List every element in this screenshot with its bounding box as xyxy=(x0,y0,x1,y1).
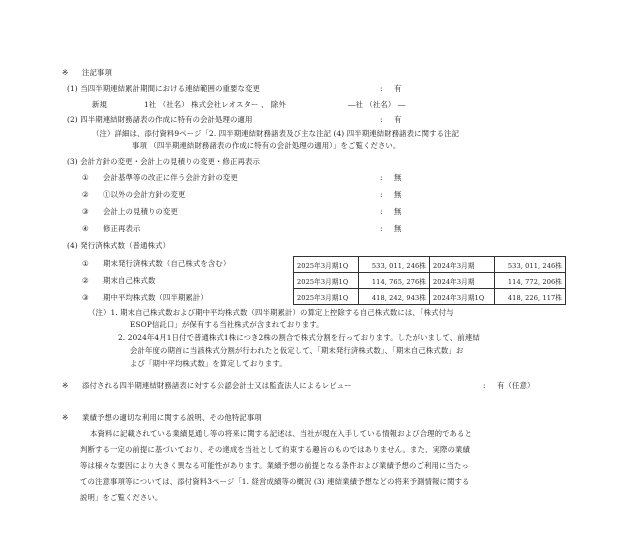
s3-item-value: 無 xyxy=(394,173,402,182)
s3-item-label: ①以外の会計方針の変更 xyxy=(103,190,186,199)
period-cell: 2025年3月期1Q xyxy=(294,257,359,273)
forecast-line: 判断する一定の前提に基づいており、その達成を当社として約束する趣旨のものではありません。また、実際の業績 xyxy=(80,445,470,454)
s1-label: (1) 当四半期連結累計期間における連結範囲の重要な変更 xyxy=(67,84,260,93)
table-row xyxy=(294,273,566,289)
s3-item-num: ③ xyxy=(82,207,89,216)
s4-row-num: ② xyxy=(82,276,89,285)
forecast-line: ての注意事項等については、添付資料3ページ「1. 経営成績等の概況 (3) 連結業績予想などの将来予測情報に関する xyxy=(80,477,470,486)
forecast-title: 業績予想の適切な利用に関する説明、その他特記事項 xyxy=(82,413,262,422)
s3-item-value: 無 xyxy=(394,207,402,216)
forecast-line: 等は様々な要因により大きく異なる可能性があります。業績予想の前提となる条件および業績予想のご利用に当たっ xyxy=(80,461,469,470)
s2-note-line1: （注）詳細は、添付資料9ページ「2. 四半期連結財務諸表及び主な注記 (4) 四半期連結財務諸表に関する注記 xyxy=(92,129,460,138)
share-count-table xyxy=(293,256,566,305)
header-mark: ※ xyxy=(62,68,69,77)
s3-item-colon: : xyxy=(380,224,383,233)
forecast-line: 説明」をご覧ください。 xyxy=(80,493,163,502)
s3-item-label: 会計基準等の改正に伴う会計方針の変更 xyxy=(103,173,238,182)
s3-item-num: ① xyxy=(82,173,89,182)
value-cell: 533, 011, 246株 xyxy=(359,257,430,273)
s1-excl-value: ―社 （社名） ― xyxy=(348,100,406,109)
s4-note2-line2: 会計年度の期首に当該株式分割が行われたと仮定して、「期末発行済株式数」、「期末自己株式数」お xyxy=(130,346,464,355)
section-title: 注記事項 xyxy=(82,68,112,77)
s3-item-value: 無 xyxy=(394,224,402,233)
s4-row-label: 期中平均株式数（四半期累計） xyxy=(103,293,208,302)
table-row xyxy=(294,289,566,305)
value-cell: 418, 226, 117株 xyxy=(495,289,566,305)
value-cell: 418, 242, 943株 xyxy=(359,289,430,305)
period-cell: 2024年3月期1Q xyxy=(430,289,495,305)
s3-item-num: ④ xyxy=(82,224,89,233)
s3-item-value: 無 xyxy=(394,190,402,199)
s2-value: 有 xyxy=(394,115,402,124)
s4-row-label: 期末自己株式数 xyxy=(103,276,156,285)
forecast-mark: ※ xyxy=(62,413,69,422)
s3-item-colon: : xyxy=(380,173,383,182)
s3-item-num: ② xyxy=(82,190,89,199)
s2-colon: : xyxy=(380,115,383,124)
period-cell: 2025年3月期1Q xyxy=(294,289,359,305)
s4-note2-line1: 2. 2024年4月1日付で普通株式1株につき2株の割合で株式分割を行っております。したがいまして、前連結 xyxy=(118,333,480,342)
value-cell: 533, 011, 246株 xyxy=(495,257,566,273)
review-value: 有（任意） xyxy=(497,381,535,390)
s3-item-label: 修正再表示 xyxy=(103,224,141,233)
table-row xyxy=(294,257,566,273)
s3-item-colon: : xyxy=(380,207,383,216)
forecast-line: 本資料に記載されている業績見通し等の将来に関する記述は、当社が現在入手している情報および合理的であると xyxy=(90,429,473,438)
review-label: 添付される四半期連結財務諸表に対する公認会計士又は監査法人によるレビュー xyxy=(82,381,352,390)
period-cell: 2025年3月期1Q xyxy=(294,273,359,289)
s4-row-label: 期末発行済株式数（自己株式を含む） xyxy=(103,259,231,268)
s4-note2-line3: よび「期中平均株式数」を算定しております。 xyxy=(130,359,287,368)
s4-note1-line2: ESOP信託口」が保有する当社株式が含まれております。 xyxy=(130,320,324,329)
s2-note-line2: 事項 （四半期連結財務諸表の作成に特有の会計処理の適用）」をご覧ください。 xyxy=(132,141,401,150)
s3-label: (3) 会計方針の変更・会計上の見積りの変更・修正再表示 xyxy=(67,157,260,166)
review-mark: ※ xyxy=(62,381,69,390)
s4-row-num: ① xyxy=(82,259,89,268)
value-cell: 114, 765, 276株 xyxy=(359,273,430,289)
s4-row-num: ③ xyxy=(82,293,89,302)
s4-note1-line1: （注）1. 期末自己株式数および期中平均株式数（四半期累計）の算定上控除する自己株式数には、「株式付与 xyxy=(88,308,454,317)
s1-value: 有 xyxy=(394,84,402,93)
s1-new-label: 新規 xyxy=(92,100,107,109)
period-cell: 2024年3月期 xyxy=(430,273,495,289)
s3-item-label: 会計上の見積りの変更 xyxy=(103,207,178,216)
s4-label: (4) 発行済株式数（普通株式） xyxy=(67,241,171,250)
review-colon: : xyxy=(483,381,486,390)
s3-item-colon: : xyxy=(380,190,383,199)
period-cell: 2024年3月期 xyxy=(430,257,495,273)
value-cell: 114, 772, 206株 xyxy=(495,273,566,289)
s1-colon: : xyxy=(380,84,383,93)
s2-label: (2) 四半期連結財務諸表の作成に特有の会計処理の適用 xyxy=(67,115,253,124)
s1-new-value: 1社 （社名） 株式会社レオスター 、 除外 xyxy=(144,100,286,109)
